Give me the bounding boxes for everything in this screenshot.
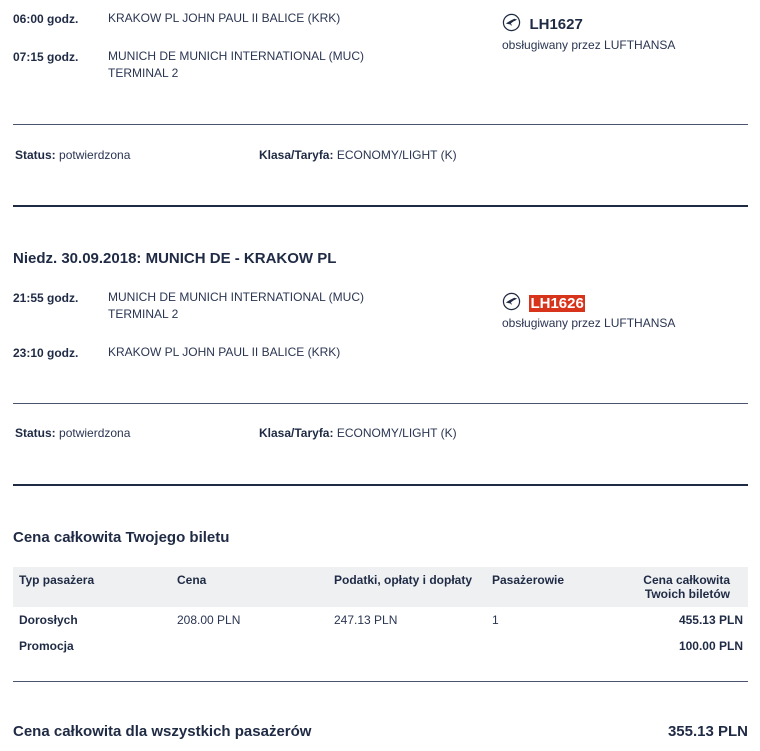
table-row-passengers: 1 [492, 613, 499, 627]
status-label: Status: [15, 426, 56, 440]
lufthansa-crane-icon [502, 292, 521, 313]
outbound-flight-number[interactable]: LH1627 [529, 16, 583, 33]
return-class [259, 426, 457, 440]
class-value: ECONOMY/LIGHT (K) [336, 426, 457, 440]
return-departure-time: 21:55 godz. [13, 291, 79, 305]
table-row-price: 208.00 PLN [177, 613, 241, 627]
col-passenger-type: Typ pasażera [19, 573, 95, 587]
grand-total-label: Cena całkowita dla wszystkich pasażerów [13, 723, 312, 740]
col-taxes: Podatki, opłaty i dopłaty [334, 573, 473, 587]
outbound-arrival-terminal: TERMINAL 2 [108, 66, 179, 80]
return-operated-by: obsługiwany przez LUFTHANSA [502, 316, 676, 330]
price-heading: Cena całkowita Twojego biletu [13, 529, 230, 546]
col-total [643, 573, 730, 601]
table-row-total: 100.00 PLN [678, 639, 743, 653]
table-row-type: Dorosłych [19, 613, 78, 627]
col-total-line1: Cena całkowita [643, 573, 730, 587]
return-flight-info [502, 292, 585, 313]
divider [13, 681, 748, 682]
return-flight-heading: Niedz. 30.09.2018: MUNICH DE - KRAKOW PL [13, 250, 337, 267]
return-departure-place-line1: MUNICH DE MUNICH INTERNATIONAL (MUC) [108, 290, 364, 304]
return-departure-terminal: TERMINAL 2 [108, 307, 179, 321]
return-status [15, 426, 130, 440]
divider [13, 403, 748, 404]
table-row-type: Promocja [19, 639, 74, 653]
section-divider [13, 205, 748, 207]
col-total-line2: Twoich biletów [644, 587, 730, 601]
lufthansa-crane-icon [502, 13, 521, 34]
status-value: potwierdzona [59, 148, 131, 162]
outbound-arrival-time: 07:15 godz. [13, 50, 79, 64]
status-label: Status: [15, 148, 56, 162]
outbound-operated-by: obsługiwany przez LUFTHANSA [502, 38, 676, 52]
return-arrival-place: KRAKOW PL JOHN PAUL II BALICE (KRK) [108, 345, 341, 359]
outbound-class [259, 148, 457, 162]
table-row-total: 455.13 PLN [678, 613, 743, 627]
return-arrival-time: 23:10 godz. [13, 346, 79, 360]
class-label: Klasa/Taryfa: [259, 426, 334, 440]
col-price: Cena [177, 573, 207, 587]
outbound-departure-time: 06:00 godz. [13, 12, 79, 26]
col-passengers: Pasażerowie [492, 573, 565, 587]
grand-total-value: 355.13 PLN [667, 723, 748, 740]
class-value: ECONOMY/LIGHT (K) [336, 148, 457, 162]
outbound-arrival-place-line1: MUNICH DE MUNICH INTERNATIONAL (MUC) [108, 49, 364, 63]
table-row-taxes: 247.13 PLN [334, 613, 398, 627]
divider [13, 124, 748, 125]
outbound-flight-info [502, 13, 583, 34]
return-departure-place [108, 289, 364, 323]
status-value: potwierdzona [59, 426, 131, 440]
class-label: Klasa/Taryfa: [259, 148, 334, 162]
outbound-status [15, 148, 130, 162]
outbound-departure-place: KRAKOW PL JOHN PAUL II BALICE (KRK) [108, 11, 341, 25]
return-flight-number[interactable]: LH1626 [530, 295, 584, 312]
section-divider [13, 484, 748, 486]
outbound-arrival-place [108, 48, 364, 82]
